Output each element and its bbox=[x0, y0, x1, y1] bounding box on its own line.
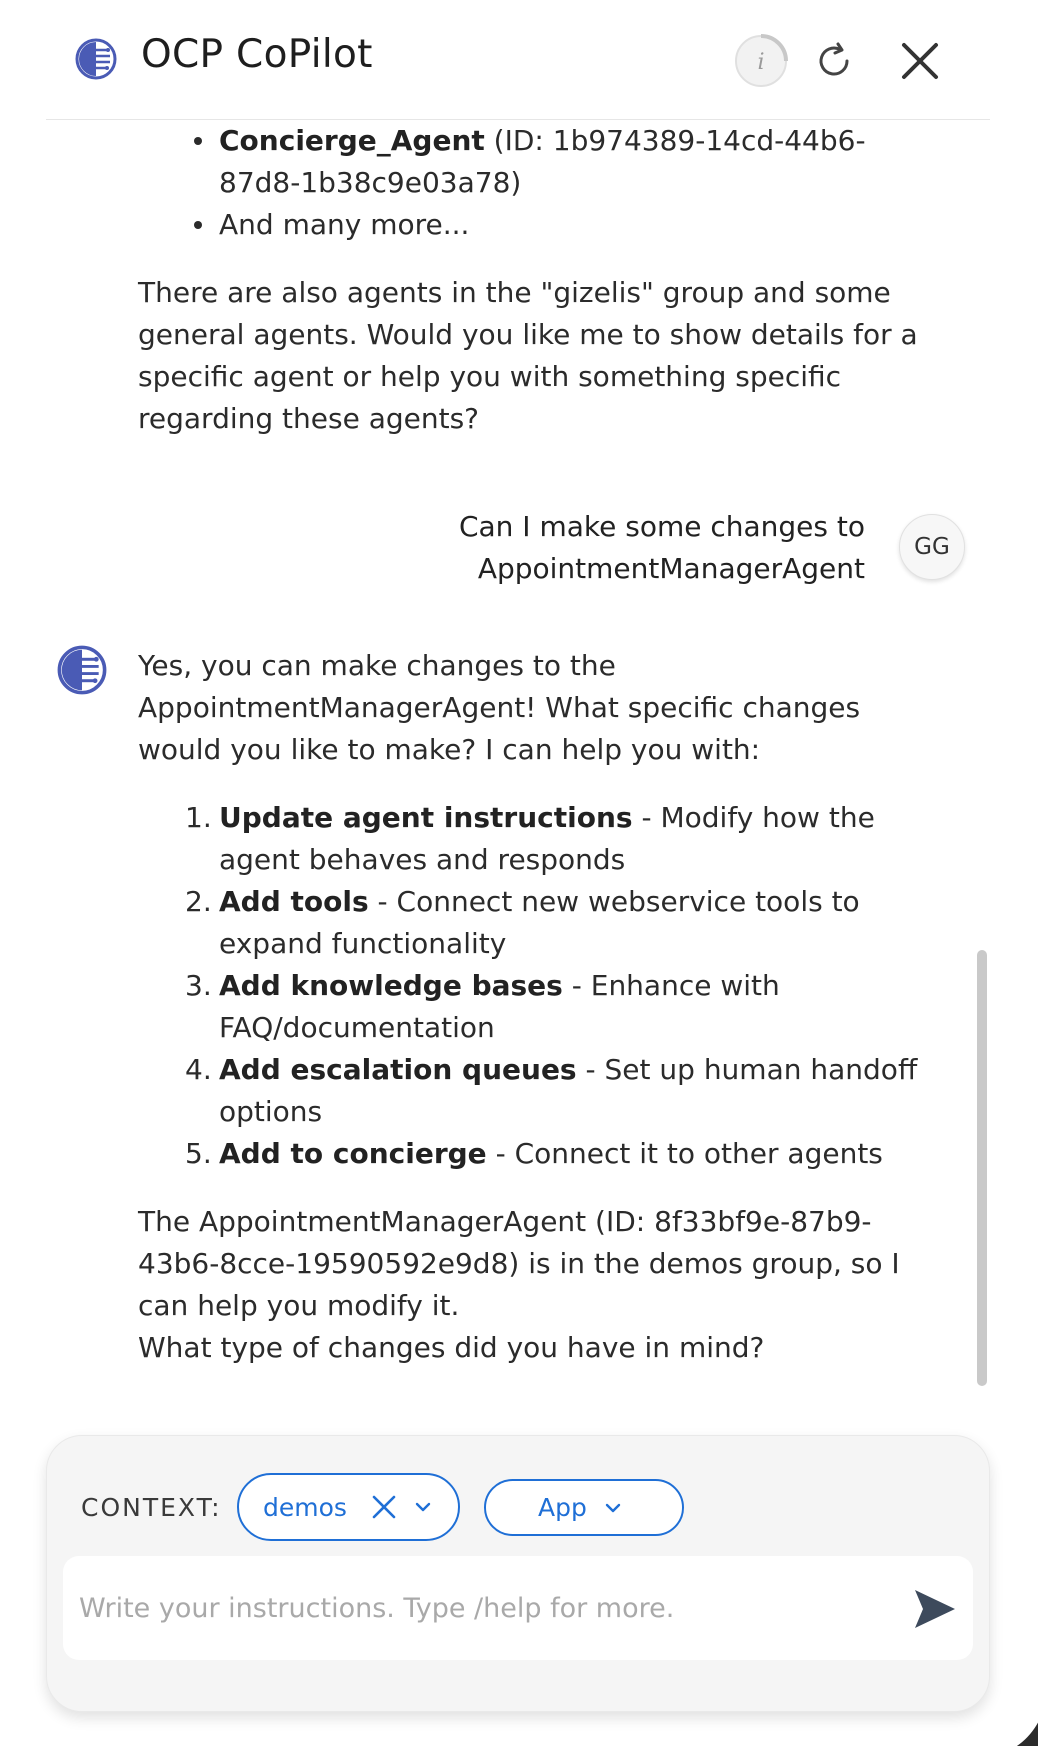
list-item: 4. Add escalation queues - Set up human handoff options bbox=[185, 1053, 918, 1128]
context-chip-app[interactable] bbox=[484, 1479, 684, 1536]
message-intro: Yes, you can make changes to the AppointmentManagerAgent! What specific changes would you like to make? I can help you with: bbox=[138, 649, 861, 766]
list-item: 5. Add to concierge - Connect it to other agents bbox=[185, 1137, 883, 1170]
user-message-line: AppointmentManagerAgent bbox=[477, 552, 865, 585]
agent-bullet-list bbox=[138, 120, 938, 246]
svg-text:i: i bbox=[757, 50, 765, 75]
assistant-message-previous bbox=[138, 120, 938, 440]
bullet-item: And many more... bbox=[138, 204, 938, 246]
info-icon bbox=[733, 33, 789, 89]
user-avatar: GG bbox=[899, 514, 965, 580]
bullet-item: Concierge_Agent (ID: 1b974389-14cd-44b6-87d8-1b38c9e03a78) bbox=[138, 120, 938, 204]
composer bbox=[46, 1435, 990, 1712]
assistant-message bbox=[138, 645, 938, 1369]
refresh-icon bbox=[814, 41, 854, 81]
header bbox=[0, 0, 1038, 120]
message-paragraph: There are also agents in the "gizelis" group and some general agents. Would you like me to show details for a specific agent or help you with something specific regarding these agents? bbox=[138, 276, 918, 435]
user-message-line: Can I make some changes to bbox=[458, 510, 865, 543]
instruction-input[interactable] bbox=[79, 1586, 879, 1630]
app-title: OCP CoPilot bbox=[141, 32, 373, 77]
chat-scrollbar[interactable] bbox=[977, 950, 987, 1386]
message-paragraph: What type of changes did you have in mind? bbox=[138, 1331, 765, 1364]
change-options-list bbox=[138, 797, 938, 1175]
context-label: CONTEXT: bbox=[81, 1493, 222, 1522]
send-icon[interactable] bbox=[911, 1586, 959, 1632]
list-item: 3. Add knowledge bases - Enhance with FAQ/documentation bbox=[185, 969, 780, 1044]
close-icon bbox=[901, 42, 939, 80]
copilot-logo-icon bbox=[75, 38, 117, 80]
list-item: 2. Add tools - Connect new webservice tools to expand functionality bbox=[185, 885, 860, 960]
info-button[interactable] bbox=[733, 33, 789, 89]
instruction-input-box bbox=[63, 1556, 973, 1660]
chip-label: App bbox=[538, 1493, 587, 1522]
chevron-down-icon[interactable] bbox=[603, 1498, 623, 1518]
assistant-avatar-icon bbox=[57, 645, 107, 695]
chip-label: demos bbox=[263, 1492, 347, 1522]
context-chip-demos[interactable] bbox=[237, 1473, 460, 1541]
list-item: 1. Update agent instructions - Modify how the agent behaves and responds bbox=[185, 801, 875, 876]
remove-chip-icon[interactable] bbox=[371, 1494, 397, 1520]
message-paragraph: The AppointmentManagerAgent (ID: 8f33bf9e-87b9-43b6-8cce-19590592e9d8) is in the demos group, so I can help you modify it. bbox=[138, 1205, 900, 1322]
window-corner bbox=[1010, 1690, 1038, 1746]
refresh-button[interactable] bbox=[808, 35, 860, 87]
user-message bbox=[459, 506, 865, 590]
close-button[interactable] bbox=[894, 35, 946, 87]
chevron-down-icon[interactable] bbox=[413, 1497, 433, 1517]
